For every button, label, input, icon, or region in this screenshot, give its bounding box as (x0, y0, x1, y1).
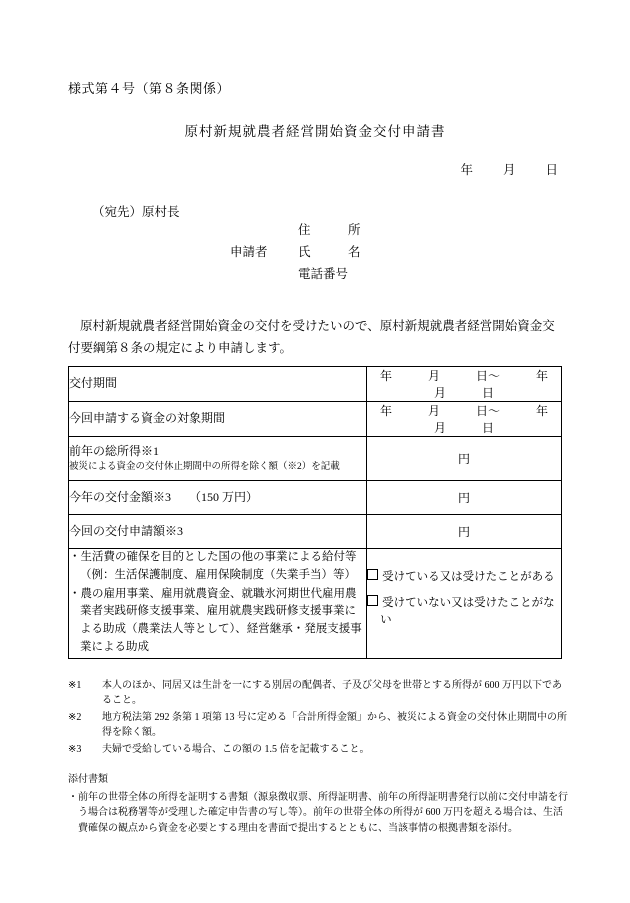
benefits-checkbox-group (367, 549, 562, 659)
attachment-item: ・前年の世帯全体の所得を証明する書類（源泉徴収票、所得証明書、前年の所得証明書発行以前に交付申請を行う場合は税務署等が受理した確定申告書の写し等）。前年の世帯全体の所得が 600 万円を超える場合は、生活費確保の観点から資金を必要とする理由を書面で提出するとともに、当該事情の根拠書類を添付。 (68, 791, 568, 834)
benefits-description (69, 549, 367, 659)
footnote-mark-3: ※3 (68, 744, 82, 755)
application-table (68, 366, 585, 659)
date-month: 月 (502, 163, 516, 177)
applicant-address-row (230, 220, 408, 242)
footnote-mark-2: ※2 (68, 712, 82, 723)
date-line (0, 160, 630, 178)
row-value-request-amount[interactable]: 円 (367, 515, 562, 549)
applicant-name-row (230, 242, 408, 264)
applicant-phone-label: 電話番号 (298, 267, 349, 281)
row-label-this-year-amount: 今年の交付金額※3 （150 万円） (69, 481, 367, 515)
footnote-3 (68, 742, 568, 757)
benefit-bullet-1: ・生活費の確保を目的とした国の他の事業による給付等（例：生活保護制度、雇用保険制度（失業手当）等） (69, 551, 357, 581)
body-paragraph: 原村新規就農者経営開始資金の交付を受けたいので、原村新規就農者経営開始資金交付要綱第８条の規定により申請します。 (68, 319, 555, 355)
table-row (69, 437, 562, 481)
row-label-target-period: 今回申請する資金の対象期間 (69, 402, 367, 437)
checkbox-option-received[interactable] (367, 569, 561, 587)
row-value-target-period[interactable]: 年 月 日～ 年 月 日 (367, 402, 562, 437)
row-value-grant-period[interactable]: 年 月 日～ 年 月 日 (367, 367, 562, 402)
footnote-mark-1: ※1 (68, 680, 82, 691)
benefit-bullet-2: ・農の雇用事業、雇用就農資金、就職氷河期世代雇用農業者実践研修支援事業、雇用就農実践研修支援事業による助成（農業法人等として）、経営継承・発展支援事業による助成 (69, 587, 362, 654)
applicant-block (230, 220, 408, 286)
applicant-group-label: 申請者 (230, 245, 268, 259)
attachment-title: 添付書類 (68, 774, 108, 785)
form-number: 様式第４号（第８条関係） (68, 81, 231, 96)
page-title: 原村新規就農者経営開始資金交付申請書 (184, 124, 446, 139)
applicant-address-label: 住 所 (298, 223, 361, 237)
row-label-prev-income (69, 437, 367, 481)
footnote-text-3: 夫婦で受給している場合、この額の 1.5 倍を記載すること。 (102, 744, 370, 755)
footnotes (68, 678, 568, 759)
footnote-text-1: 本人のほか、同居又は生計を一にする別居の配偶者、子及び父母を世帯とする所得が 600 万円以下であること。 (102, 680, 562, 706)
row-value-prev-income[interactable]: 円 (367, 437, 562, 481)
date-year: 年 (460, 163, 473, 177)
row-label-prev-income-note: 被災による資金の交付休止期間中の所得を除く額（※2）を記載 (69, 461, 340, 472)
addressee: （宛先）原村長 (92, 205, 180, 219)
checkbox-label-not-received: 受けていない又は受けたことがない (380, 596, 555, 627)
checkbox-option-not-received[interactable] (367, 595, 561, 631)
attachment-section (68, 772, 568, 836)
footnote-text-2: 地方税法第 292 条第 1 項第 13 号に定める「合計所得金額」から、被災による資金の交付休止期間中の所得を除く額。 (102, 712, 567, 738)
applicant-name-label: 氏 名 (298, 245, 361, 259)
footnote-1 (68, 678, 568, 708)
applicant-phone-row (230, 264, 408, 286)
date-day: 日 (545, 163, 558, 177)
table-row-benefits (69, 549, 562, 659)
table-row (69, 367, 562, 402)
row-value-this-year-amount[interactable]: 円 (367, 481, 562, 515)
footnote-2 (68, 710, 568, 740)
checkbox-icon[interactable] (367, 569, 378, 580)
table-row (69, 515, 562, 549)
row-label-prev-income-main: 前年の総所得※1 (69, 444, 160, 459)
checkbox-icon[interactable] (367, 595, 378, 606)
table-row (69, 481, 562, 515)
checkbox-label-received: 受けている又は受けたことがある (382, 570, 555, 583)
row-label-request-amount: 今回の交付申請額※3 (69, 515, 367, 549)
table-row (69, 402, 562, 437)
row-label-grant-period: 交付期間 (69, 367, 367, 402)
